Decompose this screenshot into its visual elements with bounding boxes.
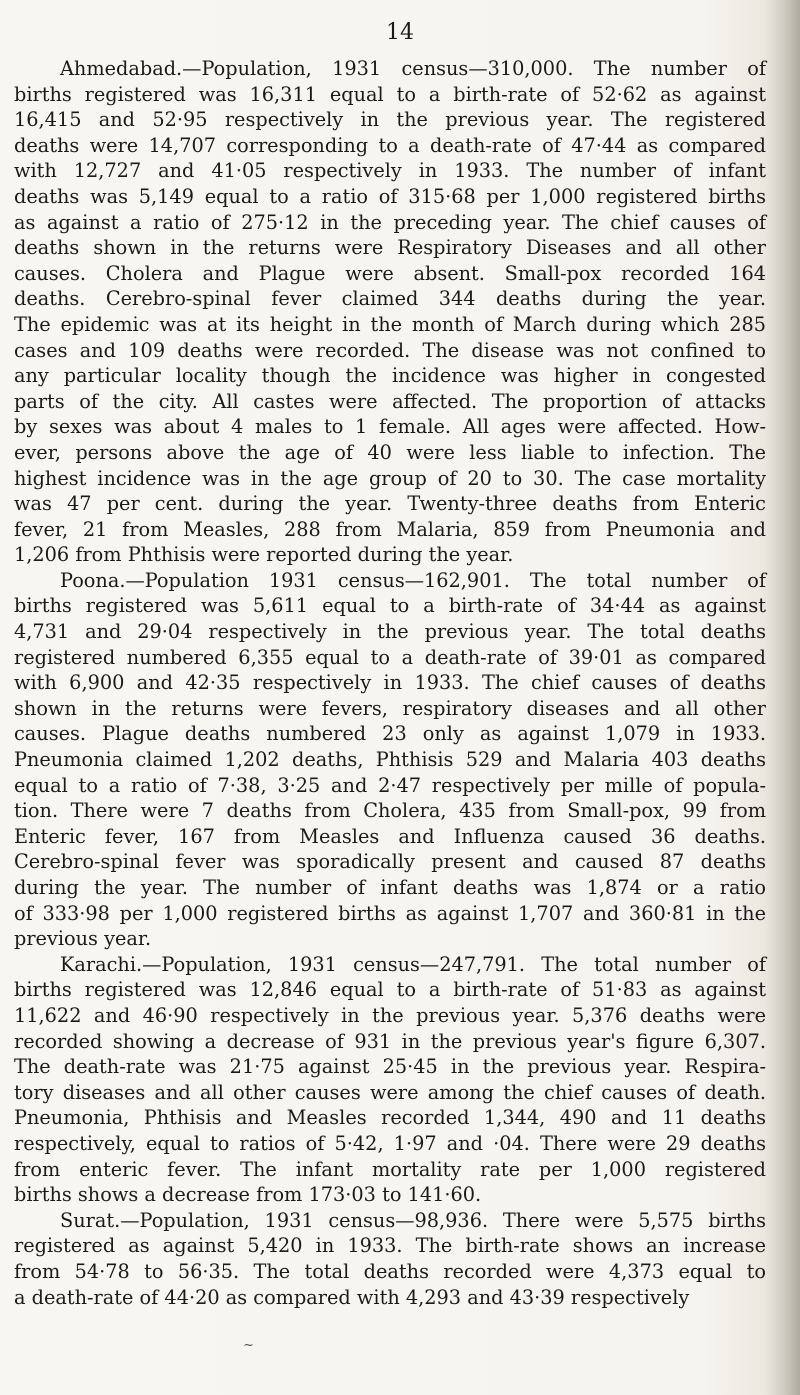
text-line: tory diseases and all other causes were among the chief causes of death. [14,1080,766,1104]
text-line: Pneumonia, Phthisis and Measles recorded 1,344, 490 and 11 deaths [14,1106,766,1130]
text-line: Pneumonia claimed 1,202 deaths, Phthisis 529 and Malaria 403 deaths [14,748,766,772]
text-line: Karachi.—Population, 1931 census—247,791. The total number of [60,952,766,976]
text-line: a death-rate of 44·20 as compared with 4,293 and 43·39 respectively [14,1285,690,1309]
text-line: by sexes was about 4 males to 1 female. All ages were affected. How- [14,415,766,439]
text-line: fever, 21 from Measles, 288 from Malaria, 859 from Pneumonia and [14,517,766,541]
text-line: parts of the city. All castes were affected. The proportion of attacks [14,389,766,413]
text-line: cases and 109 deaths were recorded. The disease was not confined to [14,338,766,362]
text-line: tion. There were 7 deaths from Cholera, 435 from Small-pox, 99 from [14,799,766,823]
paragraph-karachi [14,952,766,1208]
text-line: Surat.—Population, 1931 census—98,936. There were 5,575 births [60,1208,766,1232]
paragraph-poona [14,568,766,952]
text-line: births registered was 5,611 equal to a birth-rate of 34·44 as against [14,594,766,618]
text-line: 4,731 and 29·04 respectively in the previous year. The total deaths [14,620,766,644]
paragraph-ahmedabad [14,56,766,568]
text-line: causes. Cholera and Plague were absent. Small-pox recorded 164 [14,261,766,285]
text-line: registered numbered 6,355 equal to a death-rate of 39·01 as compared [14,645,766,669]
text-line: 11,622 and 46·90 respectively in the previous year. 5,376 deaths were [14,1003,766,1027]
text-line: from enteric fever. The infant mortality rate per 1,000 registered [14,1157,766,1181]
paragraph-surat [14,1208,766,1310]
text-line: recorded showing a decrease of 931 in the previous year's figure 6,307. [14,1029,766,1053]
text-line: previous year. [14,927,152,951]
stray-mark: ~ [243,1338,254,1353]
text-line: births registered was 16,311 equal to a birth-rate of 52·62 as against [14,82,766,106]
document-body [14,56,766,1310]
text-line: Poona.—Population 1931 census—162,901. The total number of [60,568,766,592]
text-line: with 12,727 and 41·05 respectively in 1933. The number of infant [14,159,766,183]
text-line: births shows a decrease from 173·03 to 141·60. [14,1183,482,1207]
text-line: Cerebro-spinal fever was sporadically present and caused 87 deaths [14,850,766,874]
text-line: Ahmedabad.—Population, 1931 census—310,000. The number of [60,57,766,80]
page-number: 14 [386,20,414,45]
text-line: registered as against 5,420 in 1933. The birth-rate shows an increase [14,1234,766,1258]
text-line: during the year. The number of infant deaths was 1,874 or a ratio [14,876,766,899]
text-line: The epidemic was at its height in the month of March during which 285 [14,312,766,336]
text-line: Enteric fever, 167 from Measles and Influenza caused 36 deaths. [14,824,766,848]
text-line: deaths were 14,707 corresponding to a death-rate of 47·44 as compared [14,133,766,157]
text-line: with 6,900 and 42·35 respectively in 1933. The chief causes of deaths [14,671,766,695]
text-line: births registered was 12,846 equal to a birth-rate of 51·83 as against [14,978,766,1002]
text-line: highest incidence was in the age group of 20 to 30. The case mortality [14,466,766,490]
text-line: shown in the returns were fevers, respiratory diseases and all other [14,696,766,720]
text-line: causes. Plague deaths numbered 23 only as against 1,079 in 1933. [14,722,766,746]
text-line: ever, persons above the age of 40 were less liable to infection. The [14,440,766,464]
text-line: deaths shown in the returns were Respiratory Diseases and all other [14,236,766,260]
text-line: equal to a ratio of 7·38, 3·25 and 2·47 respectively per mille of popula- [14,773,766,797]
text-line: deaths. Cerebro-spinal fever claimed 344 deaths during the year. [14,287,766,311]
text-line: was 47 per cent. during the year. Twenty-three deaths from Enteric [14,492,766,516]
text-line: respectively, equal to ratios of 5·42, 1·97 and ·04. There were 29 deaths [14,1131,766,1155]
text-line: deaths was 5,149 equal to a ratio of 315·68 per 1,000 registered births [14,184,766,208]
text-line: from 54·78 to 56·35. The total deaths recorded were 4,373 equal to [14,1259,766,1283]
text-line: The death-rate was 21·75 against 25·45 in the previous year. Respira- [14,1055,766,1079]
page-edge-shadow [766,0,800,1395]
text-line: as against a ratio of 275·12 in the preceding year. The chief causes of [14,210,766,234]
text-line: of 333·98 per 1,000 registered births as against 1,707 and 360·81 in the [14,901,766,925]
text-line: any particular locality though the incidence was higher in congested [14,364,766,388]
text-line: 1,206 from Phthisis were reported during the year. [14,543,514,567]
text-line: 16,415 and 52·95 respectively in the previous year. The registered [14,108,766,132]
